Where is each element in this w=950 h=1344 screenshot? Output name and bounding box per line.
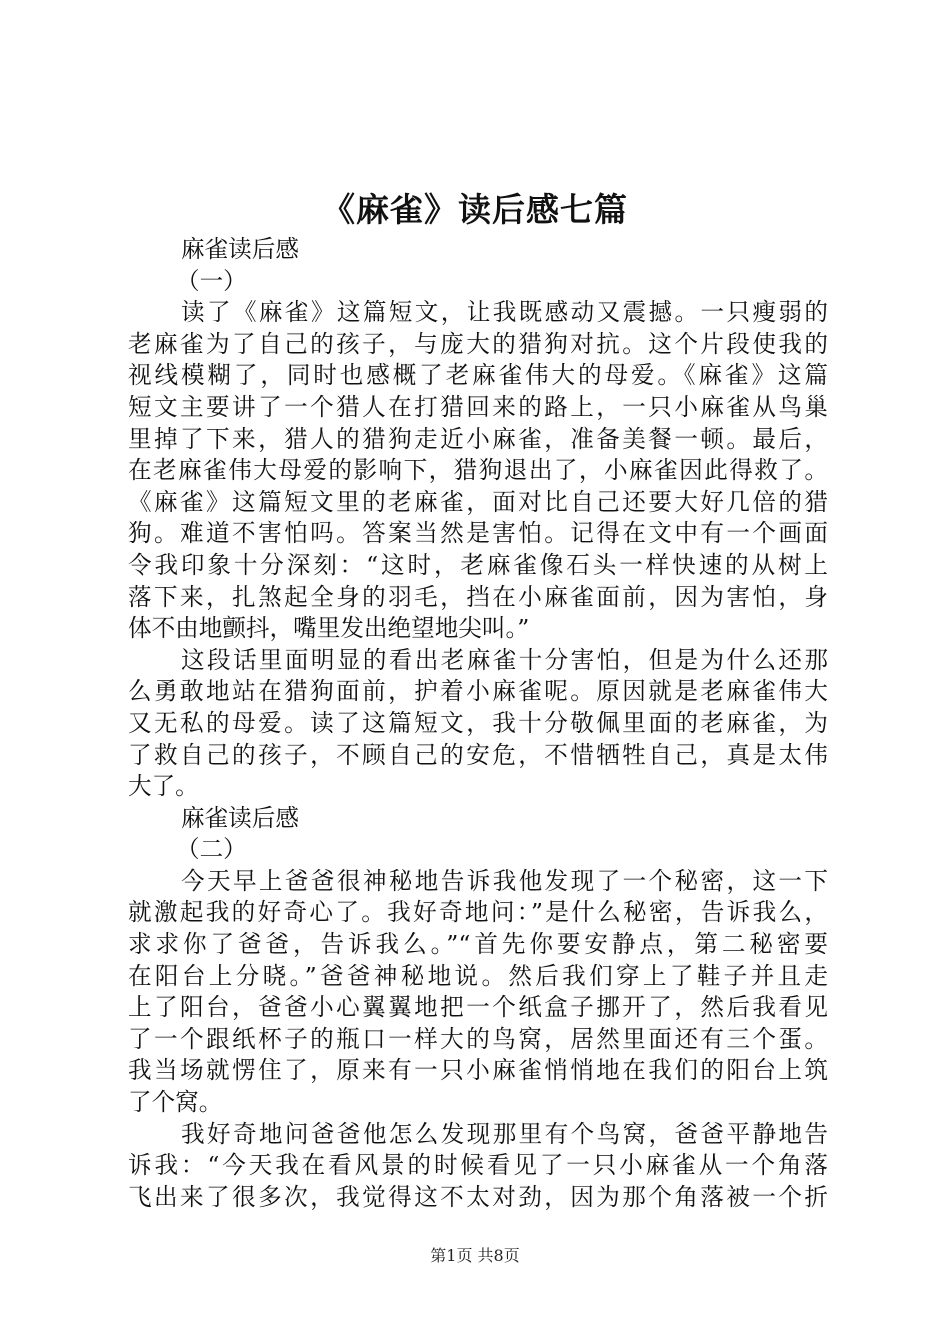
text-line: 我当场就愣住了，原来有一只小麻雀悄悄地在我们的阳台上筑 — [128, 1056, 828, 1085]
text-line: 老麻雀为了自己的孩子，与庞大的猎狗对抗。这个片段使我的 — [128, 329, 828, 358]
text-line: 在阳台上分晓。”爸爸神秘地说。然后我们穿上了鞋子并且走 — [128, 961, 828, 990]
text-line: 狗。难道不害怕吗。答案当然是害怕。记得在文中有一个画面 — [128, 519, 828, 548]
text-line: 飞出来了很多次，我觉得这不太对劲，因为那个角落被一个折 — [128, 1182, 828, 1211]
text-line: 今天早上爸爸很神秘地告诉我他发现了一个秘密，这一下 — [181, 866, 828, 895]
text-line: 我好奇地问爸爸他怎么发现那里有个鸟窝，爸爸平静地告 — [181, 1119, 828, 1148]
text-line: 短文主要讲了一个猎人在打猎回来的路上，一只小麻雀从鸟巢 — [128, 392, 828, 421]
document-body — [128, 234, 828, 1213]
text-line: 令我印象十分深刻：“这时，老麻雀像石头一样快速的从树上 — [128, 550, 828, 579]
page-footer: 第1页 共8页 — [430, 1246, 520, 1265]
text-line: 大了。 — [128, 772, 199, 801]
section-number: （二） — [176, 835, 247, 864]
text-line: 这段话里面明显的看出老麻雀十分害怕，但是为什么还那 — [181, 645, 828, 674]
text-line: 就激起我的好奇心了。我好奇地问：”是什么秘密，告诉我么， — [128, 898, 828, 927]
text-line: 视线模糊了，同时也感概了老麻雀伟大的母爱。《麻雀》这篇 — [128, 361, 828, 390]
text-line: 里掉了下来，猎人的猎狗走近小麻雀，准备美餐一顿。最后， — [128, 424, 828, 453]
text-line: 落下来，扎煞起全身的羽毛，挡在小麻雀面前，因为害怕，身 — [128, 582, 828, 611]
section-number: （一） — [176, 266, 247, 295]
text-line: 了个窝。 — [128, 1088, 223, 1117]
text-line: 么勇敢地站在猎狗面前，护着小麻雀呢。原因就是老麻雀伟大 — [128, 677, 828, 706]
text-line: 又无私的母爱。读了这篇短文，我十分敬佩里面的老麻雀，为 — [128, 708, 828, 737]
text-line: 诉我：“今天我在看风景的时候看见了一只小麻雀从一个角落 — [128, 1151, 828, 1180]
text-line: 读了《麻雀》这篇短文，让我既感动又震撼。一只瘦弱的 — [181, 298, 828, 327]
page-title: 《麻雀》读后感七篇 — [322, 190, 628, 229]
section-heading: 麻雀读后感 — [181, 803, 299, 832]
text-line: 求求你了爸爸，告诉我么。”“首先你要安静点，第二秘密要 — [128, 930, 828, 959]
text-line: 在老麻雀伟大母爱的影响下，猎狗退出了，小麻雀因此得救了。 — [128, 456, 828, 485]
section-heading: 麻雀读后感 — [181, 235, 299, 263]
text-line: 了一个跟纸杯子的瓶口一样大的鸟窝，居然里面还有三个蛋。 — [128, 1024, 828, 1053]
text-line: 《麻雀》这篇短文里的老麻雀，面对比自己还要大好几倍的猎 — [128, 487, 828, 516]
text-line: 体不由地颤抖，嘴里发出绝望地尖叫。” — [128, 614, 530, 643]
text-line: 了救自己的孩子，不顾自己的安危，不惜牺牲自己，真是太伟 — [128, 740, 828, 769]
text-line: 上了阳台，爸爸小心翼翼地把一个纸盒子挪开了，然后我看见 — [128, 993, 828, 1022]
